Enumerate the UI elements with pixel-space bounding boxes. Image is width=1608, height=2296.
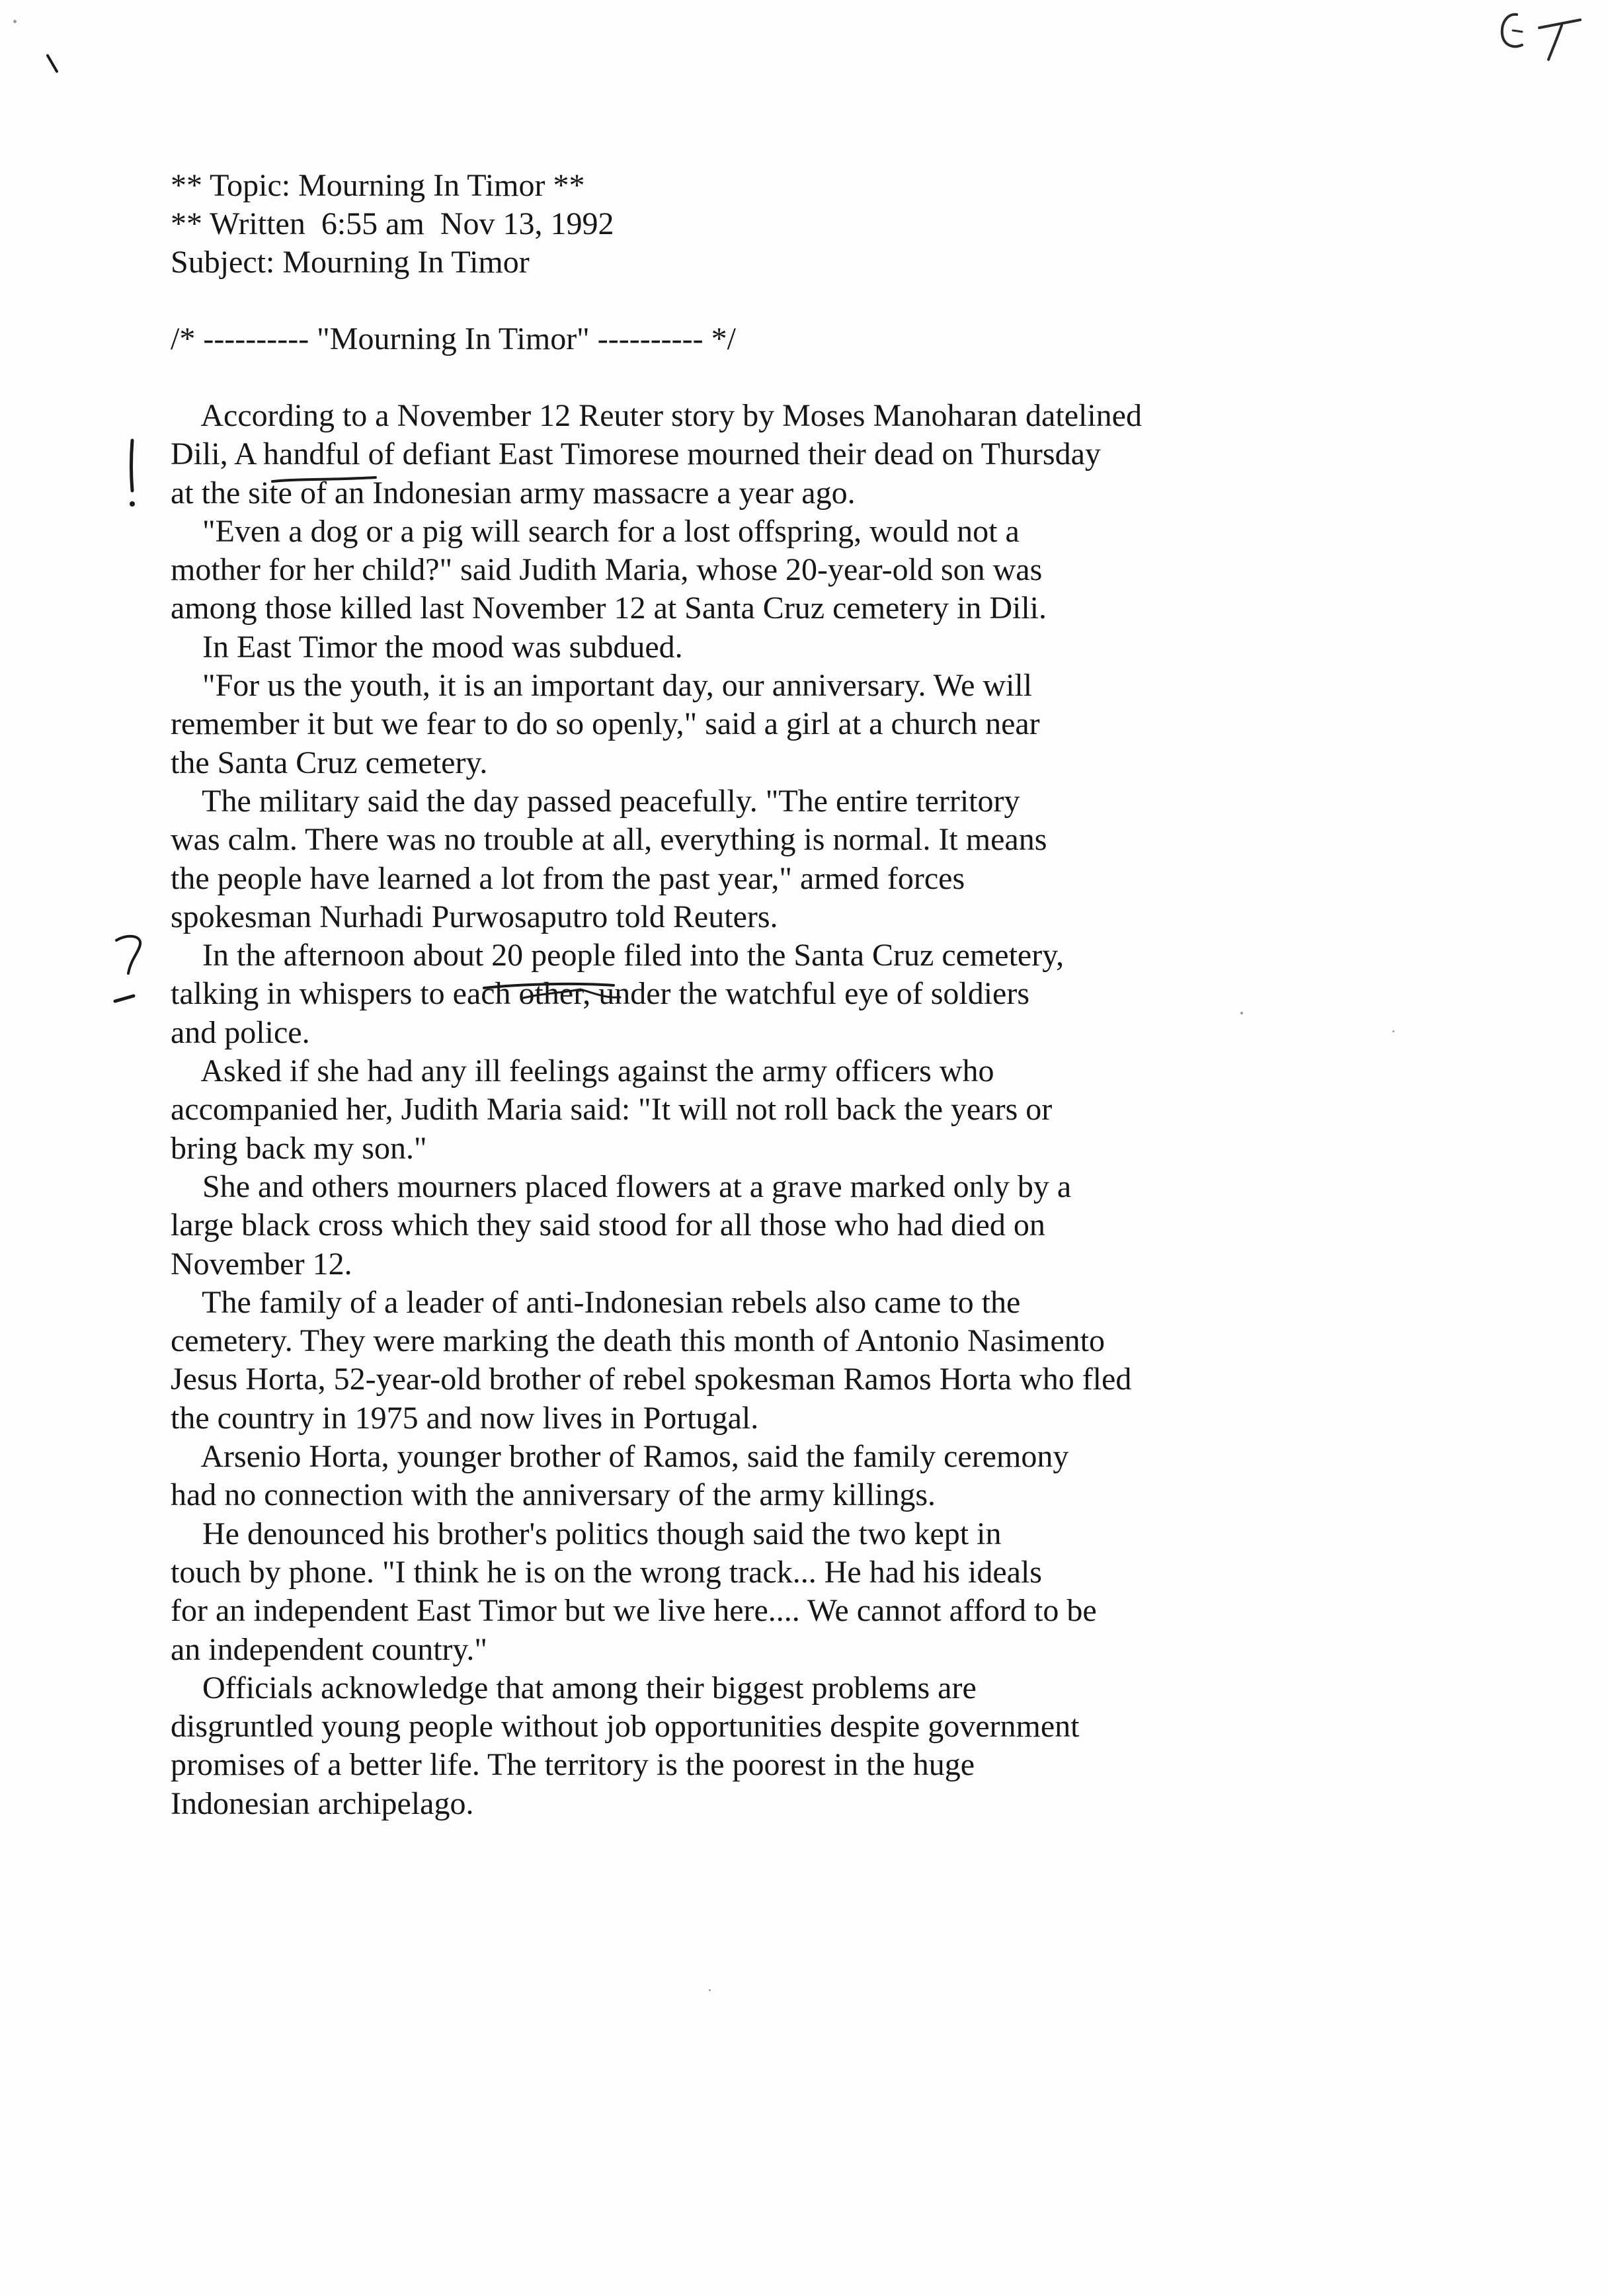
body-line: the Santa Cruz cemetery. [171,745,488,780]
body-line: at the site of an Indonesian army massacre a year ago. [171,475,856,511]
body-line: an independent country." [171,1631,487,1667]
subject-line: Subject: Mourning In Timor [171,245,530,280]
body-line: for an independent East Timor but we live here.... We cannot afford to be [171,1593,1097,1629]
body-line: the people have learned a lot from the past year," armed forces [171,860,965,896]
written-line: ** Written 6:55 am Nov 13, 1992 [171,206,614,241]
message-header [171,167,1228,282]
body-line: spokesman Nurhadi Purwosaputro told Reuters. [171,899,778,934]
body-line: Dili, A handful of defiant East Timorese mourned their dead on Thursday [171,436,1101,472]
body-line: The family of a leader of anti-Indonesian rebels also came to the [171,1284,1021,1320]
body-line: Officials acknowledge that among their biggest problems are [171,1670,977,1705]
body-line: touch by phone. "I think he is on the wrong track... He had his ideals [171,1554,1042,1590]
body-line: the country in 1975 and now lives in Portugal. [171,1400,759,1436]
body-line: In East Timor the mood was subdued. [171,629,683,665]
margin-tick-mark [45,52,65,78]
body-line: accompanied her, Judith Maria said: "It will not roll back the years or [171,1092,1053,1128]
body-line: and police. [171,1014,310,1050]
body-line: In the afternoon about 20 people filed into the Santa Cruz cemetery, [171,938,1065,973]
paper-speck [1392,1030,1394,1032]
topic-line: ** Topic: Mourning In Timor ** [171,168,585,203]
body-line: talking in whispers to each other, under the watchful eye of soldiers [171,976,1030,1012]
body-line: large black cross which they said stood for all those who had died on [171,1208,1045,1243]
paper-speck [709,1989,711,1991]
handwritten-underline [481,979,680,1012]
body-line: among those killed last November 12 at Santa Cruz cemetery in Dili. [171,591,1047,626]
body-line: He denounced his brother's politics though said the two kept in [171,1516,1002,1551]
margin-question-mark [103,927,156,1013]
body-line: According to a November 12 Reuter story by Moses Manoharan datelined [171,398,1142,433]
body-line: "Even a dog or a pig will search for a lost offspring, would not a [171,513,1020,549]
body-line: remember it but we fear to do so openly," said a girl at a church near [171,706,1040,742]
handwritten-underline [270,473,382,493]
body-line: bring back my son." [171,1130,427,1166]
body-line: was calm. There was no trouble at all, everything is normal. It means [171,822,1047,858]
body-line: Indonesian archipelago. [171,1785,474,1821]
body-line: She and others mourners placed flowers at a grave marked only by a [171,1168,1072,1204]
body-line: promises of a better life. The territory is the poorest in the huge [171,1747,975,1783]
body-line: The military said the day passed peacefully. "The entire territory [171,783,1020,819]
body-line: November 12. [171,1246,352,1282]
body-line: Jesus Horta, 52-year-old brother of rebel spokesman Ramos Horta who fled [171,1362,1132,1397]
body-line: mother for her child?" said Judith Maria, whose 20-year-old son was [171,552,1043,588]
body-line: cemetery. They were marking the death this month of Antonio Nasimento [171,1323,1105,1359]
body-line: Arsenio Horta, younger brother of Ramos, said the family ceremony [171,1439,1069,1475]
paper-speck [13,20,17,23]
article-body [171,397,1295,1823]
title-divider: /* ---------- "Mourning In Timor" ---------- */ [171,321,736,356]
body-line: Asked if she had any ill feelings against the army officers who [171,1053,994,1089]
body-line: "For us the youth, it is an important day, our anniversary. We will [171,668,1033,704]
body-line: had no connection with the anniversary of the army killings. [171,1477,936,1513]
margin-bracket-mark [123,438,143,511]
body-line: disgruntled young people without job opportunities despite government [171,1709,1080,1744]
handwritten-initials [1493,5,1586,65]
